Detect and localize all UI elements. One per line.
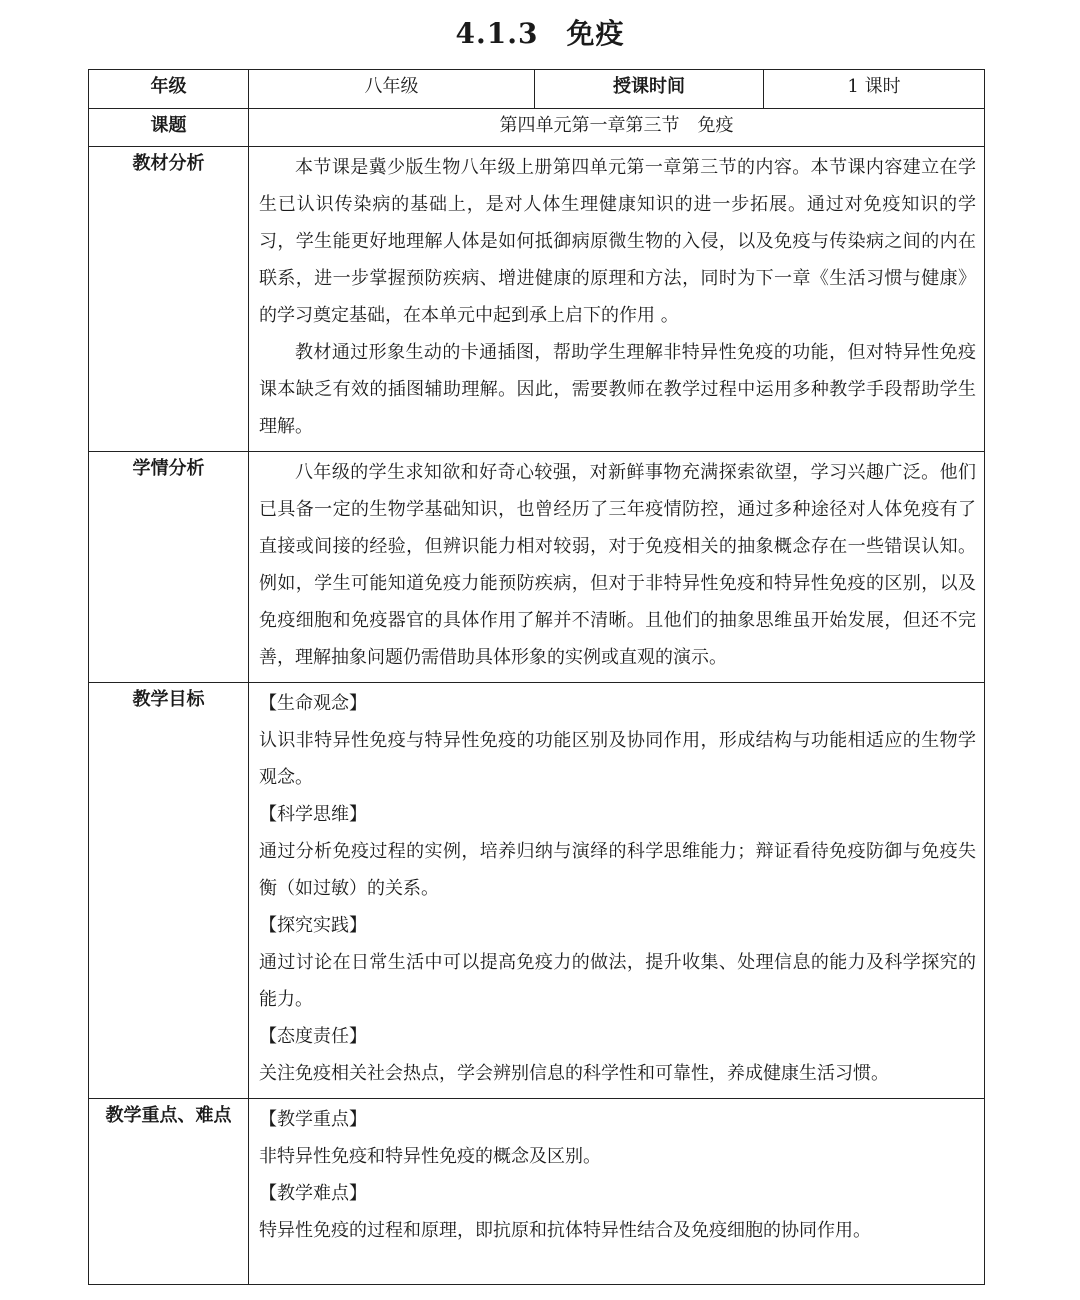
grade-value: 八年级	[249, 70, 535, 109]
objectives-label: 教学目标	[89, 683, 249, 1099]
textbook-analysis-paragraph: 本节课是冀少版生物八年级上册第四单元第一章第三节的内容。本节课内容建立在学生已认识传染病的基础上，是对人体生理健康知识的进一步拓展。通过对免疫知识的学习，学生能更好地理解人体是如何抵御病原微生物的入侵，以及免疫与传染病之间的内在联系，进一步掌握预防疾病、增进健康的原理和方法，同时为下一章《生活习惯与健康》的学习奠定基础，在本单元中起到承上启下的作用 。	[259, 157, 976, 326]
science-thinking-text: 通过分析免疫过程的实例，培养归纳与演绎的科学思维能力；辩证看待免疫防御与免疫失衡（如过敏）的关系。	[259, 841, 976, 899]
topic-row	[89, 109, 985, 147]
student-analysis-paragraph: 八年级的学生求知欲和好奇心较强，对新鲜事物充满探索欲望，学习兴趣广泛。他们已具备一定的生物学基础知识，也曾经历了三年疫情防控，通过多种途径对人体免疫有了直接或间接的经验，但辨识能力相对较弱，对于免疫相关的抽象概念存在一些错误认知。例如，学生可能知道免疫力能预防疾病，但对于非特异性免疫和特异性免疫的区别，以及免疫细胞和免疫器官的具体作用了解并不清晰。且他们的抽象思维虽开始发展，但还不完善，理解抽象问题仍需借助具体形象的实例或直观的演示。	[259, 462, 976, 668]
textbook-analysis-paragraph: 教材通过形象生动的卡通插图，帮助学生理解非特异性免疫的功能，但对特异性免疫课本缺乏有效的插图辅助理解。因此，需要教师在教学过程中运用多种教学手段帮助学生理解。	[259, 342, 976, 437]
key-points-label: 教学重点、难点	[89, 1099, 249, 1285]
grade-label: 年级	[89, 70, 249, 109]
objectives-content	[249, 683, 985, 1099]
life-concept-text: 认识非特异性免疫与特异性免疫的功能区别及协同作用，形成结构与功能相适应的生物学观念。	[259, 730, 976, 788]
life-concept-heading: 【生命观念】	[259, 693, 367, 714]
student-analysis-row	[89, 452, 985, 683]
lesson-plan-table	[88, 69, 985, 1285]
objectives-row	[89, 683, 985, 1099]
time-label: 授课时间	[535, 70, 764, 109]
topic-value: 第四单元第一章第三节 免疫	[249, 109, 985, 147]
key-point-heading: 【教学重点】	[259, 1109, 367, 1130]
time-value: 1 课时	[764, 70, 985, 109]
inquiry-practice-text: 通过讨论在日常生活中可以提高免疫力的做法，提升收集、处理信息的能力及科学探究的能力。	[259, 952, 976, 1010]
student-analysis-label: 学情分析	[89, 452, 249, 683]
textbook-analysis-label: 教材分析	[89, 147, 249, 452]
difficult-point-heading: 【教学难点】	[259, 1183, 367, 1204]
key-points-content	[249, 1099, 985, 1285]
key-point-text: 非特异性免疫和特异性免疫的概念及区别。	[259, 1146, 601, 1167]
student-analysis-content	[249, 452, 985, 683]
textbook-analysis-content	[249, 147, 985, 452]
grade-row	[89, 70, 985, 109]
topic-label: 课题	[89, 109, 249, 147]
textbook-analysis-row	[89, 147, 985, 452]
key-points-row	[89, 1099, 985, 1285]
difficult-point-text: 特异性免疫的过程和原理，即抗原和抗体特异性结合及免疫细胞的协同作用。	[259, 1220, 871, 1241]
page-title	[0, 12, 1080, 52]
inquiry-practice-heading: 【探究实践】	[259, 915, 367, 936]
attitude-responsibility-text: 关注免疫相关社会热点，学会辨别信息的科学性和可靠性，养成健康生活习惯。	[259, 1063, 889, 1084]
science-thinking-heading: 【科学思维】	[259, 804, 367, 825]
lesson-name: 免疫	[566, 17, 625, 50]
section-number: 4.1.3	[455, 17, 539, 50]
attitude-responsibility-heading: 【态度责任】	[259, 1026, 367, 1047]
